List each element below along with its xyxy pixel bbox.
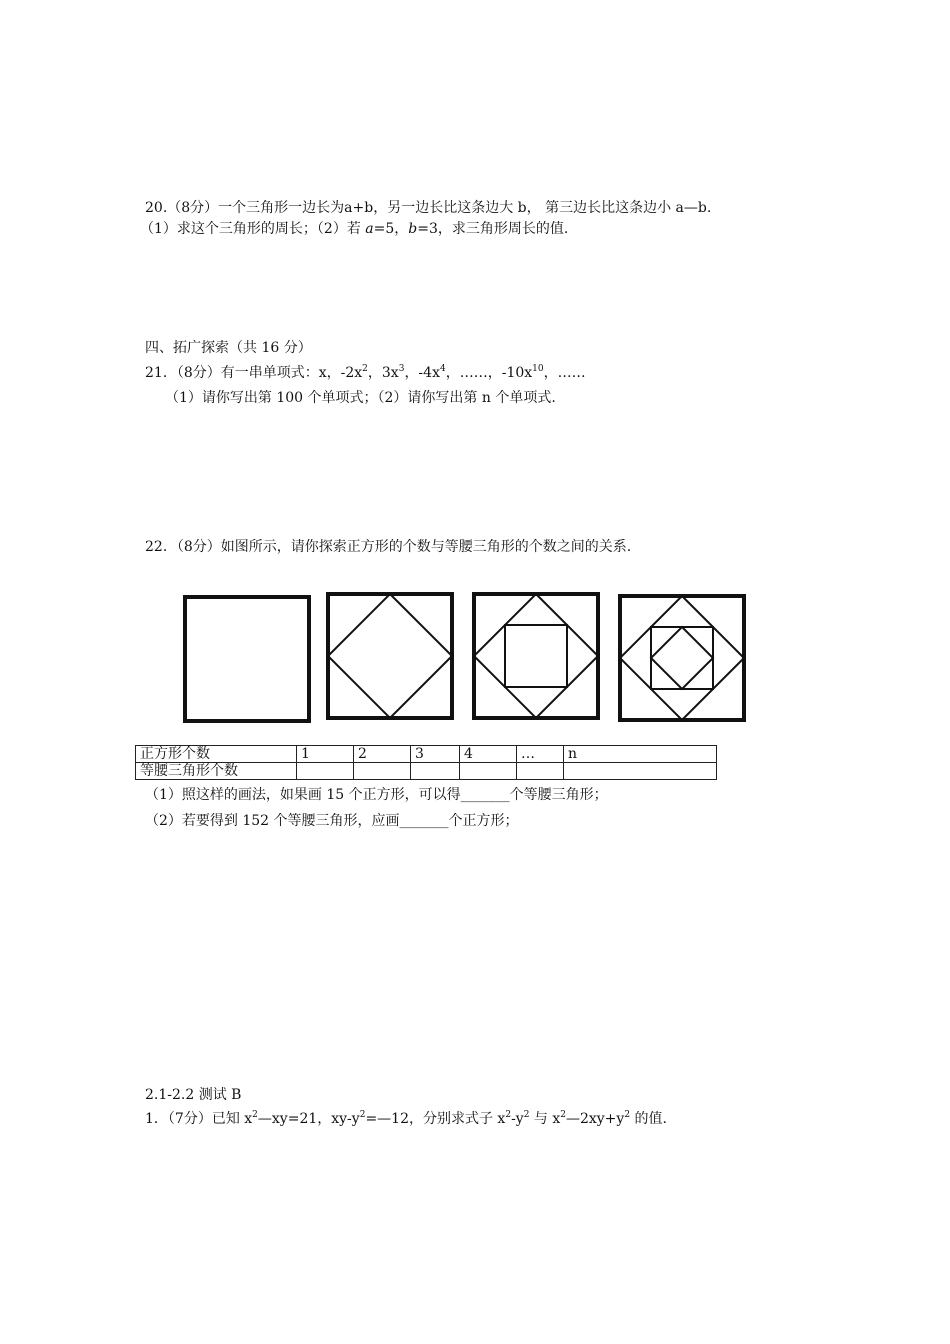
- fig3-outer-square: [474, 594, 598, 718]
- tb-e4: 2: [523, 1110, 530, 1120]
- table-cell: n: [564, 746, 717, 763]
- fig4-inner-diamond: [651, 627, 713, 689]
- answer-cell[interactable]: [411, 763, 460, 780]
- figure-2: [328, 594, 452, 718]
- nested-squares-figures: [180, 590, 760, 725]
- tb-e2: 2: [359, 1110, 366, 1120]
- answer-cell[interactable]: [564, 763, 717, 780]
- tb-s5: 与 x: [529, 1111, 561, 1127]
- figure-3: [474, 594, 598, 718]
- fig4-diamond: [620, 596, 744, 720]
- tb-s3: =—12，分别求式子 x: [365, 1111, 506, 1127]
- table-cell: 2: [354, 746, 411, 763]
- q21-s3: ，-4x: [404, 365, 440, 381]
- q21-e3: 4: [439, 364, 446, 374]
- q21-s4: ，……，-10x: [445, 365, 533, 381]
- fig3-diamond: [474, 594, 598, 718]
- q21-e1: 2: [362, 364, 368, 374]
- q21-s2: ，3x: [367, 365, 399, 381]
- q20-mid2: =3，求三角形周长的值.: [417, 221, 569, 237]
- tb-e3: 2: [505, 1110, 512, 1120]
- q22-sub1: （1）照这样的画法，如果画 15 个正方形，可以得_______个等腰三角形；: [145, 787, 608, 803]
- fig1-outer-square: [185, 597, 309, 721]
- answer-cell[interactable]: [297, 763, 354, 780]
- q22-stem: 22．（8分）如图所示，请你探索正方形的个数与等腰三角形的个数之间的关系.: [145, 539, 632, 555]
- answer-cell[interactable]: [354, 763, 411, 780]
- fig4-outer-square: [620, 596, 744, 720]
- section4-title: 四、拓广探索（共 16 分）: [145, 340, 312, 356]
- tb-e1: 2: [252, 1110, 258, 1120]
- q20-stem: 20.（8分）一个三角形一边长为a+b，另一边长比这条边大 b， 第三边长比这条边小 a—b.: [145, 200, 712, 216]
- fig4-inner-square: [651, 627, 713, 689]
- tb-s6: —2xy+y: [565, 1111, 625, 1127]
- q20-subquestions: [140, 219, 568, 239]
- q21-stem: [145, 363, 586, 383]
- tb-s1: 1．（7分）已知 x: [145, 1111, 253, 1127]
- table-cell: 1: [297, 746, 354, 763]
- fig2-outer-square: [328, 594, 452, 718]
- row1-header: 正方形个数: [136, 746, 297, 763]
- figure-4: [620, 596, 744, 720]
- answer-cell[interactable]: [517, 763, 564, 780]
- testB-title: 2.1-2.2 测试 B: [145, 1087, 242, 1103]
- table-row: [136, 746, 717, 763]
- q22-sub2: （2）若要得到 152 个等腰三角形，应画_______个正方形；: [145, 813, 519, 829]
- table-cell: 3: [411, 746, 460, 763]
- tb-s7: 的值.: [630, 1111, 667, 1127]
- q21-s1: 21．（8分）有一串单项式：x，-2x: [145, 365, 363, 381]
- q20-part1: （1）求这个三角形的周长；（2）若: [140, 221, 366, 237]
- q21-s5: ，……: [543, 365, 586, 381]
- tb-e5: 2: [560, 1110, 566, 1120]
- fig3-inner-square: [505, 625, 567, 687]
- row2-header: 等腰三角形个数: [136, 763, 297, 780]
- q20-var-a: a: [365, 221, 374, 237]
- table-row: [136, 763, 717, 780]
- q21-e2: 3: [398, 364, 405, 374]
- squares-triangles-table: [135, 745, 717, 780]
- q20-var-b: b: [408, 221, 418, 237]
- answer-cell[interactable]: [460, 763, 517, 780]
- fig2-diamond: [328, 594, 452, 718]
- tb-s2: —xy=21，xy-y: [257, 1111, 360, 1127]
- q21-subquestions: （1）请你写出第 100 个单项式；（2）请你写出第 n 个单项式.: [165, 390, 556, 406]
- table-cell: …: [517, 746, 564, 763]
- testB-q1: [145, 1109, 667, 1129]
- table-cell: 4: [460, 746, 517, 763]
- q20-mid1: =5，: [373, 221, 409, 237]
- figure-1: [185, 597, 309, 721]
- tb-e6: 2: [624, 1110, 631, 1120]
- q21-e4: 10: [532, 364, 544, 374]
- tb-s4: -y: [511, 1111, 524, 1127]
